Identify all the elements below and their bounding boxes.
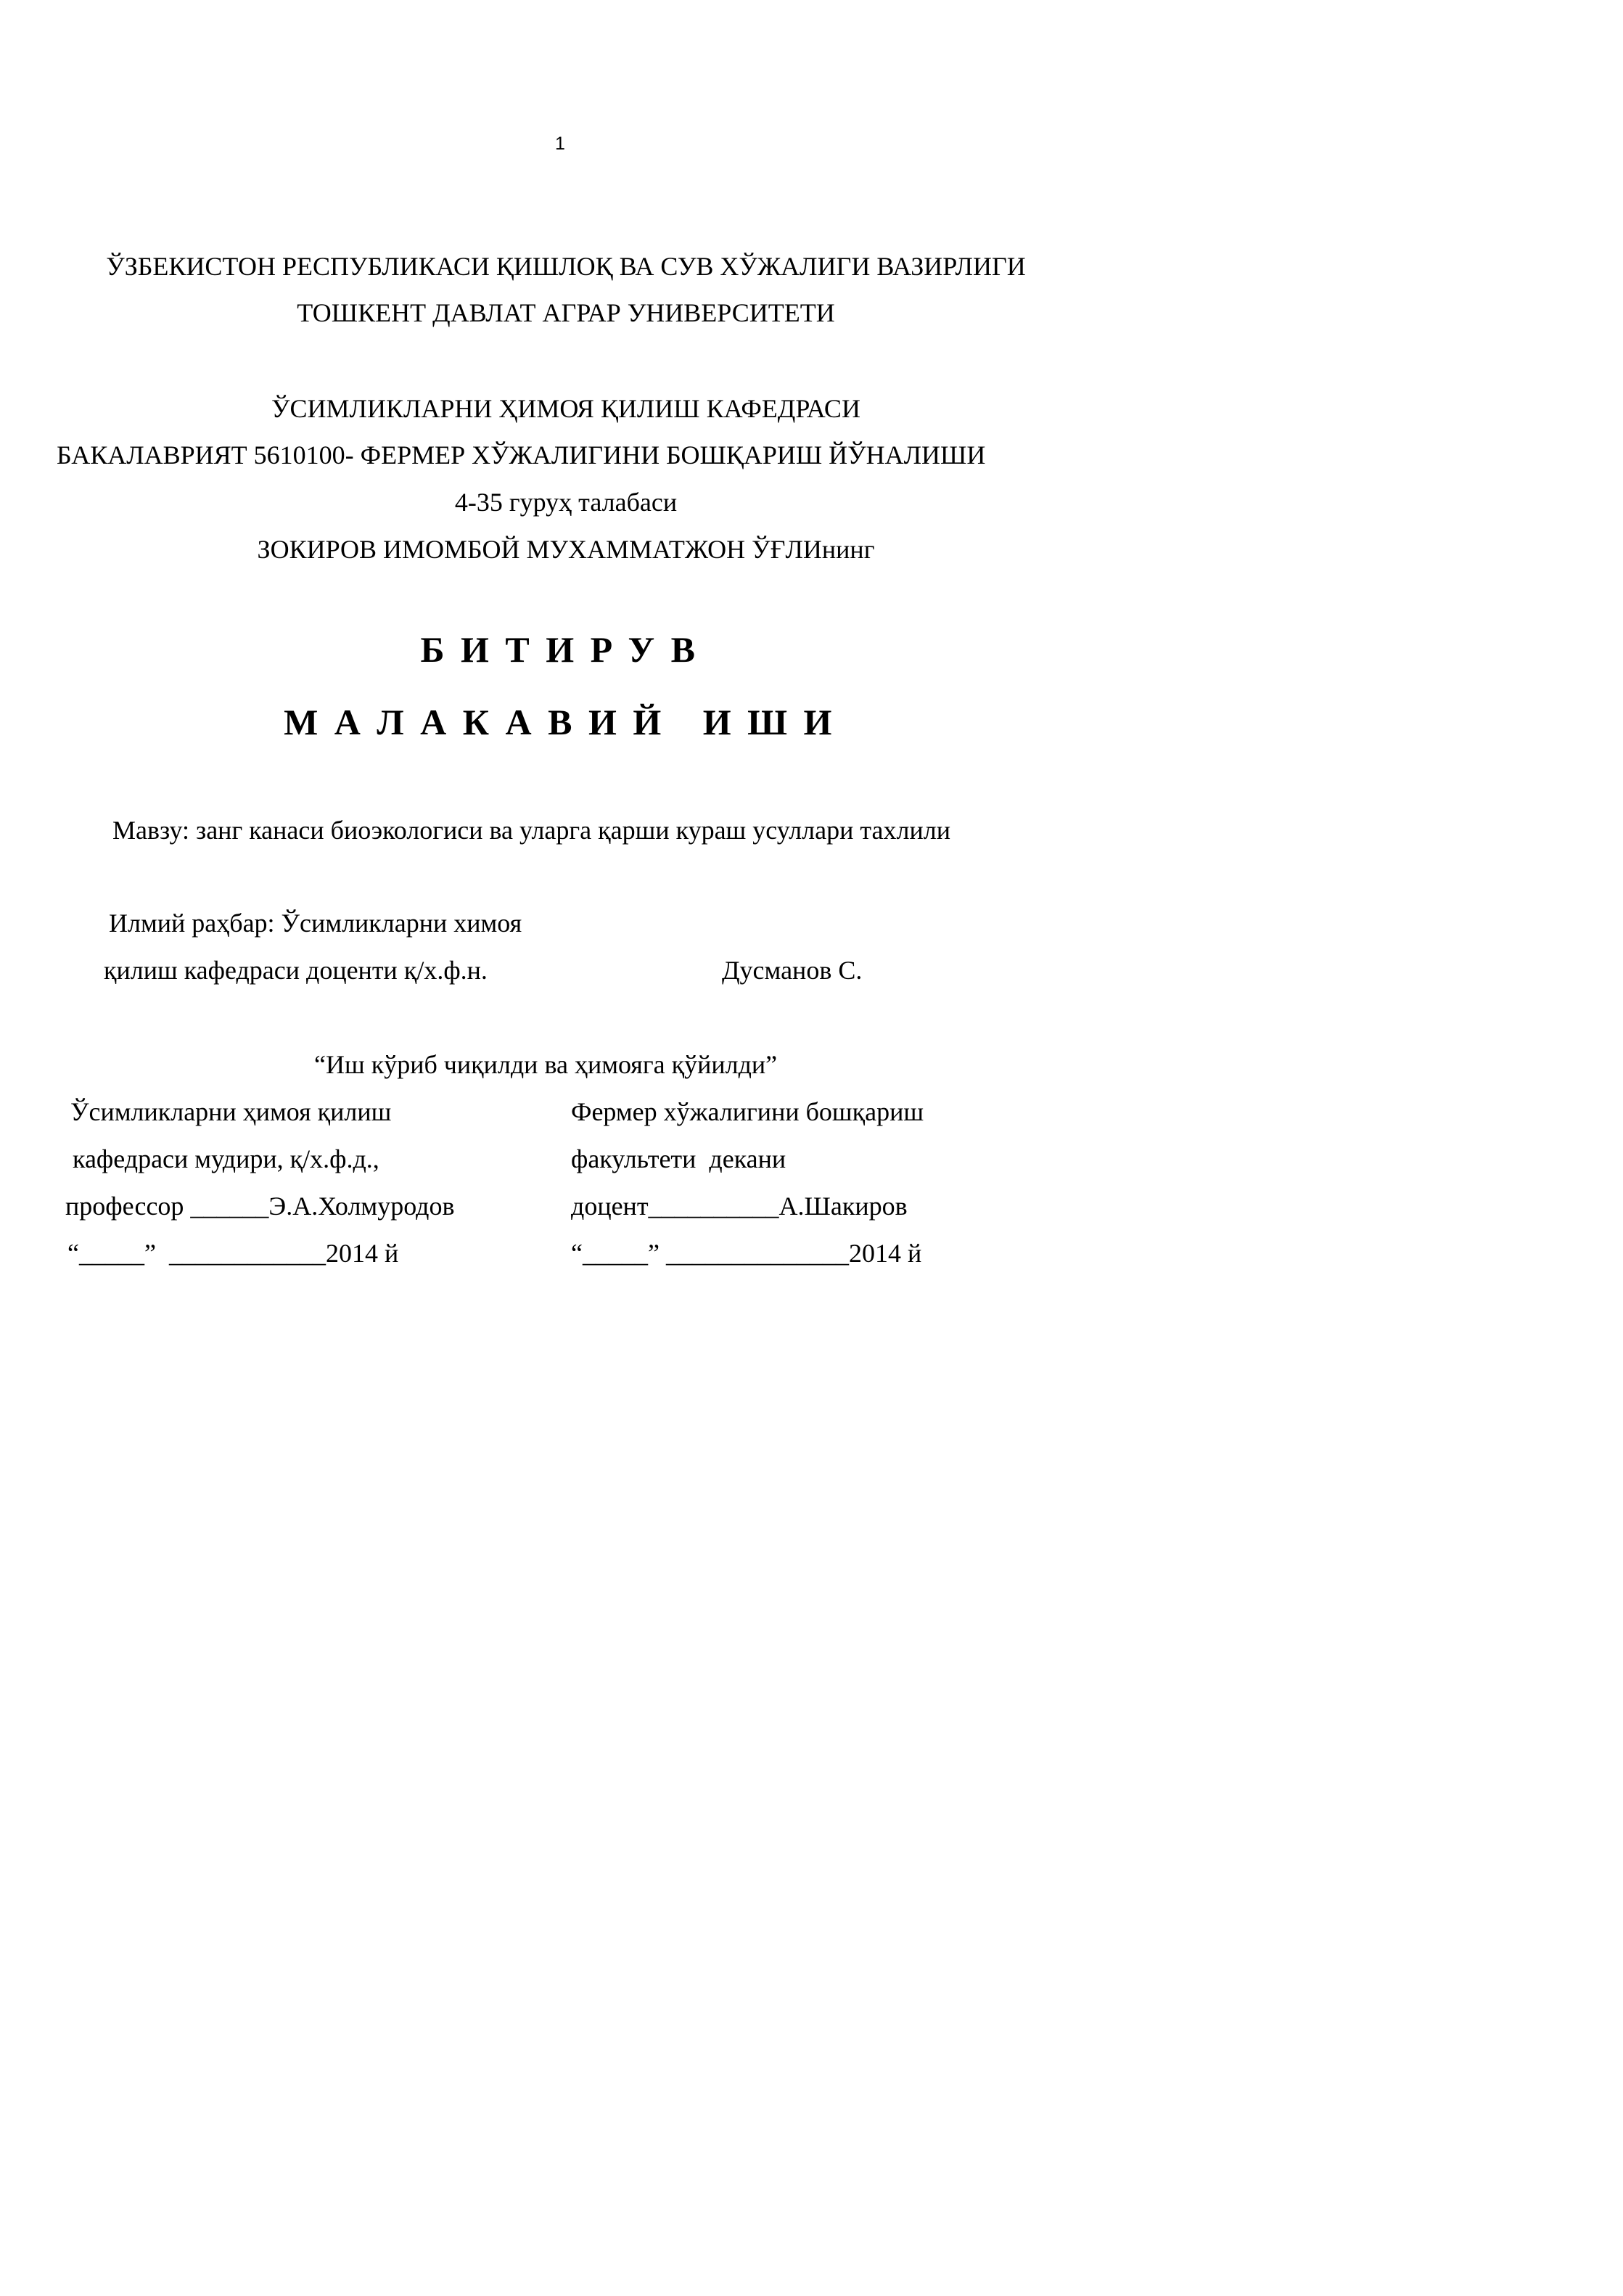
document-title-line1: БИТИРУВ bbox=[420, 629, 712, 670]
supervisor-title-line1: Илмий раҳбар: Ўсимликларни химоя bbox=[109, 909, 522, 938]
approval-right-date: “_____” ______________2014 й bbox=[571, 1239, 922, 1268]
approval-right-signature: доцент__________А.Шакиров bbox=[571, 1192, 908, 1221]
approval-left-line1: Ўсимликларни ҳимоя қилиш bbox=[70, 1097, 392, 1126]
university-name: ТОШКЕНТ ДАВЛАТ АГРАР УНИВЕРСИТЕТИ bbox=[297, 298, 835, 327]
supervisor-name: Дусманов С. bbox=[722, 956, 863, 985]
approval-left-signature: профессор ______Э.А.Холмуродов bbox=[65, 1192, 455, 1221]
approval-right-line1: Фермер хўжалигини бошқариш bbox=[571, 1097, 924, 1126]
department-name: ЎСИМЛИКЛАРНИ ҲИМОЯ ҚИЛИШ КАФЕДРАСИ bbox=[271, 394, 860, 423]
approval-left-line2: кафедраси мудири, қ/х.ф.д., bbox=[73, 1144, 379, 1173]
ministry-name: ЎЗБЕКИСТОН РЕСПУБЛИКАСИ ҚИШЛОҚ ВА СУВ ХЎЖАЛИГИ ВАЗИРЛИГИ bbox=[106, 252, 1026, 281]
student-name: ЗОКИРОВ ИМОМБОЙ МУХАММАТЖОН ЎҒЛИнинг bbox=[257, 535, 875, 564]
document-title-line2: МАЛАКАВИЙ ИШИ bbox=[284, 702, 848, 742]
student-group: 4-35 гуруҳ талабаси bbox=[454, 488, 678, 517]
approval-left-date: “_____” ____________2014 й bbox=[67, 1239, 399, 1268]
program-name: БАКАЛАВРИЯТ 5610100- ФЕРМЕР ХЎЖАЛИГИНИ БОШҚАРИШ ЙЎНАЛИШИ bbox=[57, 440, 986, 470]
thesis-topic: Мавзу: занг канаси биоэкологиси ва уларга қарши кураш усуллари тахлили bbox=[112, 816, 950, 845]
supervisor-title-line2: қилиш кафедраси доценти қ/х.ф.н. bbox=[104, 956, 488, 985]
page-number: 1 bbox=[555, 134, 565, 154]
approval-right-line2: факультети декани bbox=[571, 1144, 786, 1173]
approval-heading: “Иш кўриб чиқилди ва ҳимояга қўйилди” bbox=[314, 1050, 778, 1079]
